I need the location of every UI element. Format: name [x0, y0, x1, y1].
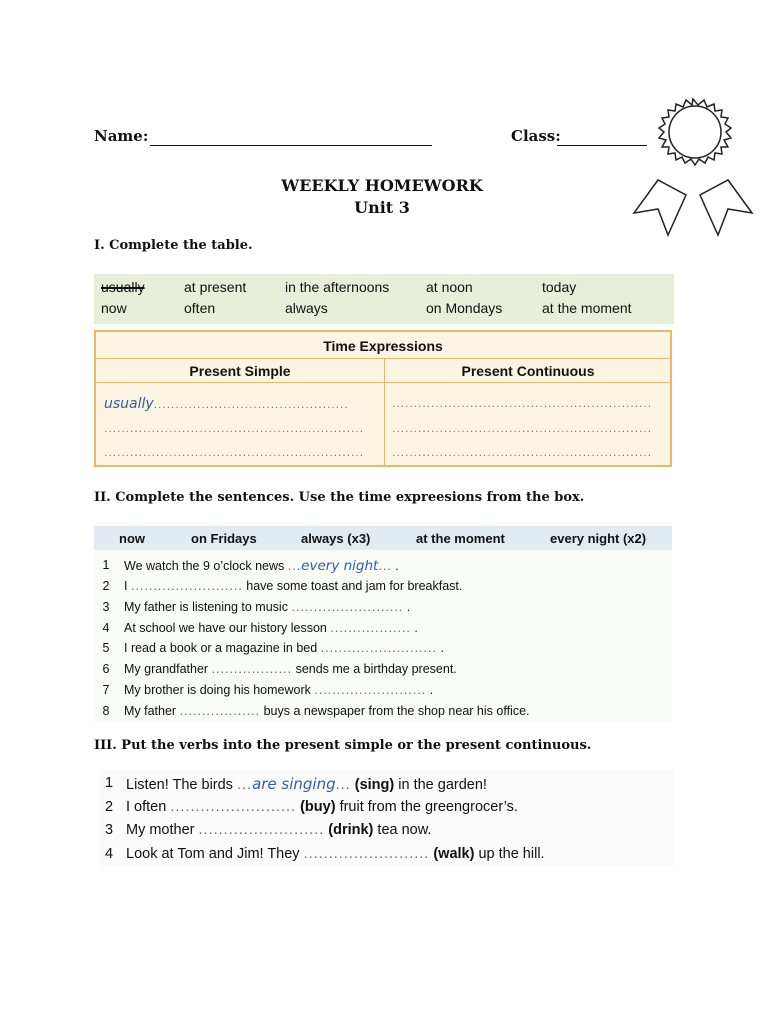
table-title: Time Expressions	[323, 338, 443, 354]
unit-title: Unit 3	[354, 198, 410, 217]
word-item: always	[285, 300, 328, 316]
answer-blank[interactable]: .........................	[130, 579, 243, 593]
word-item: often	[184, 300, 216, 316]
answer-blank[interactable]: ...are singing...	[236, 775, 351, 793]
answer-blank[interactable]: .........................	[314, 683, 427, 697]
part2-instruction: II. Complete the sentences. Use the time expreesions from the box.	[94, 490, 585, 505]
answer-blank[interactable]: ..................	[211, 662, 293, 676]
answer-blank[interactable]: ............................................................	[392, 396, 653, 410]
answer-blank[interactable]: .........................	[303, 846, 430, 862]
word-item: at present	[184, 279, 247, 295]
box-word: at the moment	[416, 531, 505, 546]
time-expressions-table	[94, 330, 672, 467]
award-rosette-icon	[628, 95, 758, 245]
word-item: at noon	[426, 279, 473, 295]
answer-blank[interactable]: ............................................................	[392, 421, 653, 435]
answer-blank[interactable]: ...every night...	[287, 558, 392, 574]
word-item: now	[101, 300, 127, 316]
answer-blank[interactable]: ............................................................	[104, 421, 365, 435]
answer-blank[interactable]: .........................	[198, 822, 325, 838]
handwritten-answer: usually	[104, 396, 154, 412]
class-label: Class:	[511, 127, 561, 145]
part1-instruction: I. Complete the table.	[94, 238, 253, 253]
exercise3-box: 1 Listen! The birds ...are singing... (sing) in the garden! 2 I often ......................... (buy) fruit from the greengrocer’s. 3 My mother ......................... (drink) tea now. 4 Look at Tom and Jim! They ......................... (walk) up the hill.	[100, 770, 674, 866]
handwritten-answer: every night	[301, 558, 379, 574]
answer-blank[interactable]: ..................	[330, 621, 411, 635]
column-header-present-continuous: Present Continuous	[461, 363, 595, 379]
answer-blank[interactable]: ............................................................	[104, 445, 365, 459]
answer-blank[interactable]: usually.............................................	[104, 396, 349, 412]
exercise2-box: now on Fridays always (x3) at the moment every night (x2) 1 We watch the 9 o’clock news ...every night... . 2 I ......................... have some toast and jam for breakfast. 3 My father is listening to music ......................... . 4 At school we have our history lesson .................. . 5 I read a book or a magazine in bed .......................... . 6 My grandfather .................. sends me a birthday present. 7 My brother is doing his homework ......................... . 8 My father .................. buys a newspaper from the shop near his office.	[94, 526, 672, 722]
answer-blank[interactable]: ..................	[179, 704, 261, 718]
box-word: now	[119, 531, 145, 546]
column-header-present-simple: Present Simple	[189, 363, 291, 379]
box-word: always (x3)	[301, 531, 371, 546]
word-item: on Mondays	[426, 300, 503, 316]
answer-blank[interactable]: ............................................................	[392, 445, 653, 459]
word-item: usually	[101, 279, 145, 295]
answer-blank[interactable]: .........................	[170, 799, 297, 815]
answer-blank[interactable]: .........................	[291, 600, 404, 614]
handwritten-answer: are singing	[252, 775, 336, 793]
word-item: today	[542, 279, 577, 295]
box-word: every night (x2)	[550, 531, 647, 546]
part3-instruction: III. Put the verbs into the present simple or the present continuous.	[94, 738, 592, 753]
name-label: Name:	[94, 127, 149, 145]
time-expressions-box	[94, 526, 672, 550]
word-box	[94, 274, 674, 324]
page-title: WEEKLY HOMEWORK	[281, 176, 483, 195]
name-field[interactable]	[150, 145, 432, 146]
word-item: at the moment	[542, 300, 632, 316]
answer-blank[interactable]: ..........................	[320, 641, 437, 655]
word-item: in the afternoons	[285, 279, 390, 295]
box-word: on Fridays	[191, 531, 257, 546]
